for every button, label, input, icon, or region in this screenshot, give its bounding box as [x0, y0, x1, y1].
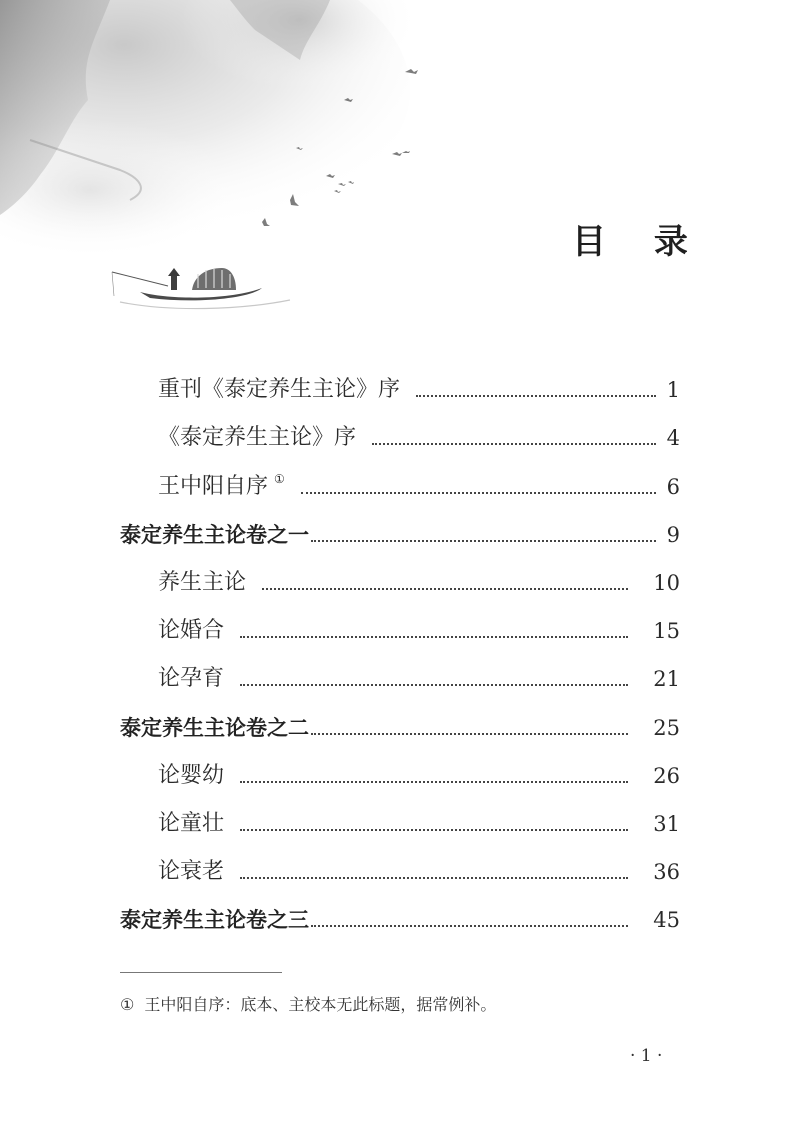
- toc-entry[interactable]: [120, 558, 680, 606]
- toc-entry-title: 论婴幼: [158, 762, 225, 788]
- toc-volume-entry[interactable]: [120, 895, 680, 943]
- toc-page-number: 45: [653, 908, 680, 933]
- toc-entry-title: 论婚合: [158, 618, 225, 644]
- ink-landscape-fishing-boat-illustration: [0, 0, 470, 320]
- dot-leader: [311, 733, 628, 735]
- toc-page-number: 4: [666, 426, 680, 451]
- toc-volume-title: 泰定养生主论卷之三: [120, 908, 309, 933]
- toc-entry-title: [158, 466, 285, 500]
- toc-entry-title-text: 王中阳自序: [158, 473, 269, 499]
- dot-leader: [372, 443, 656, 445]
- toc-page-number: 6: [666, 474, 680, 499]
- table-of-contents: [120, 365, 680, 943]
- toc-entry-title: 论童壮: [158, 810, 225, 836]
- dot-leader: [240, 636, 628, 638]
- dot-leader: [240, 684, 628, 686]
- toc-volume-entry[interactable]: [120, 510, 680, 558]
- toc-entry[interactable]: [120, 413, 680, 461]
- toc-entry-title: 论孕育: [158, 666, 225, 692]
- dot-leader: [311, 540, 656, 542]
- page-title: 目 录: [572, 222, 706, 262]
- toc-entry[interactable]: [120, 847, 680, 895]
- toc-entry[interactable]: [120, 654, 680, 702]
- toc-page-number: 15: [653, 619, 680, 644]
- dot-leader: [240, 781, 628, 783]
- footnote-divider: [120, 972, 282, 973]
- footnote-marker[interactable]: ①: [274, 471, 285, 486]
- toc-entry[interactable]: [120, 365, 680, 413]
- page-number-footer: · 1 ·: [630, 1046, 663, 1066]
- toc-page-number: 9: [666, 522, 680, 547]
- toc-volume-title: 泰定养生主论卷之二: [120, 715, 309, 740]
- toc-page-number: 21: [653, 667, 680, 692]
- toc-entry-title: 论衰老: [158, 859, 225, 885]
- fishing-boat-icon: [112, 268, 290, 309]
- toc-entry-title: 养生主论: [158, 569, 247, 595]
- toc-entry[interactable]: [120, 606, 680, 654]
- toc-entry-title: 重刊《泰定养生主论》序: [158, 377, 401, 403]
- footnote: [120, 992, 496, 1015]
- toc-page-number: 36: [653, 860, 680, 885]
- footnote-text: 王中阳自序：底本、主校本无此标题，据常例补。: [144, 995, 497, 1014]
- toc-volume-entry[interactable]: [120, 702, 680, 750]
- toc-page-number: 26: [653, 763, 680, 788]
- footnote-mark: ①: [120, 995, 135, 1014]
- toc-page-number: 10: [653, 570, 680, 595]
- toc-entry[interactable]: [120, 799, 680, 847]
- dot-leader: [262, 588, 628, 590]
- toc-page-number: 1: [666, 378, 680, 403]
- toc-entry-title: 《泰定养生主论》序: [158, 425, 357, 451]
- dot-leader: [240, 829, 628, 831]
- dot-leader: [301, 492, 656, 494]
- toc-entry[interactable]: [120, 751, 680, 799]
- toc-entry[interactable]: [120, 461, 680, 509]
- toc-page-number: 25: [653, 715, 680, 740]
- toc-volume-title: 泰定养生主论卷之一: [120, 522, 309, 547]
- dot-leader: [311, 925, 628, 927]
- dot-leader: [240, 877, 628, 879]
- toc-page-number: 31: [653, 811, 680, 836]
- dot-leader: [416, 395, 656, 397]
